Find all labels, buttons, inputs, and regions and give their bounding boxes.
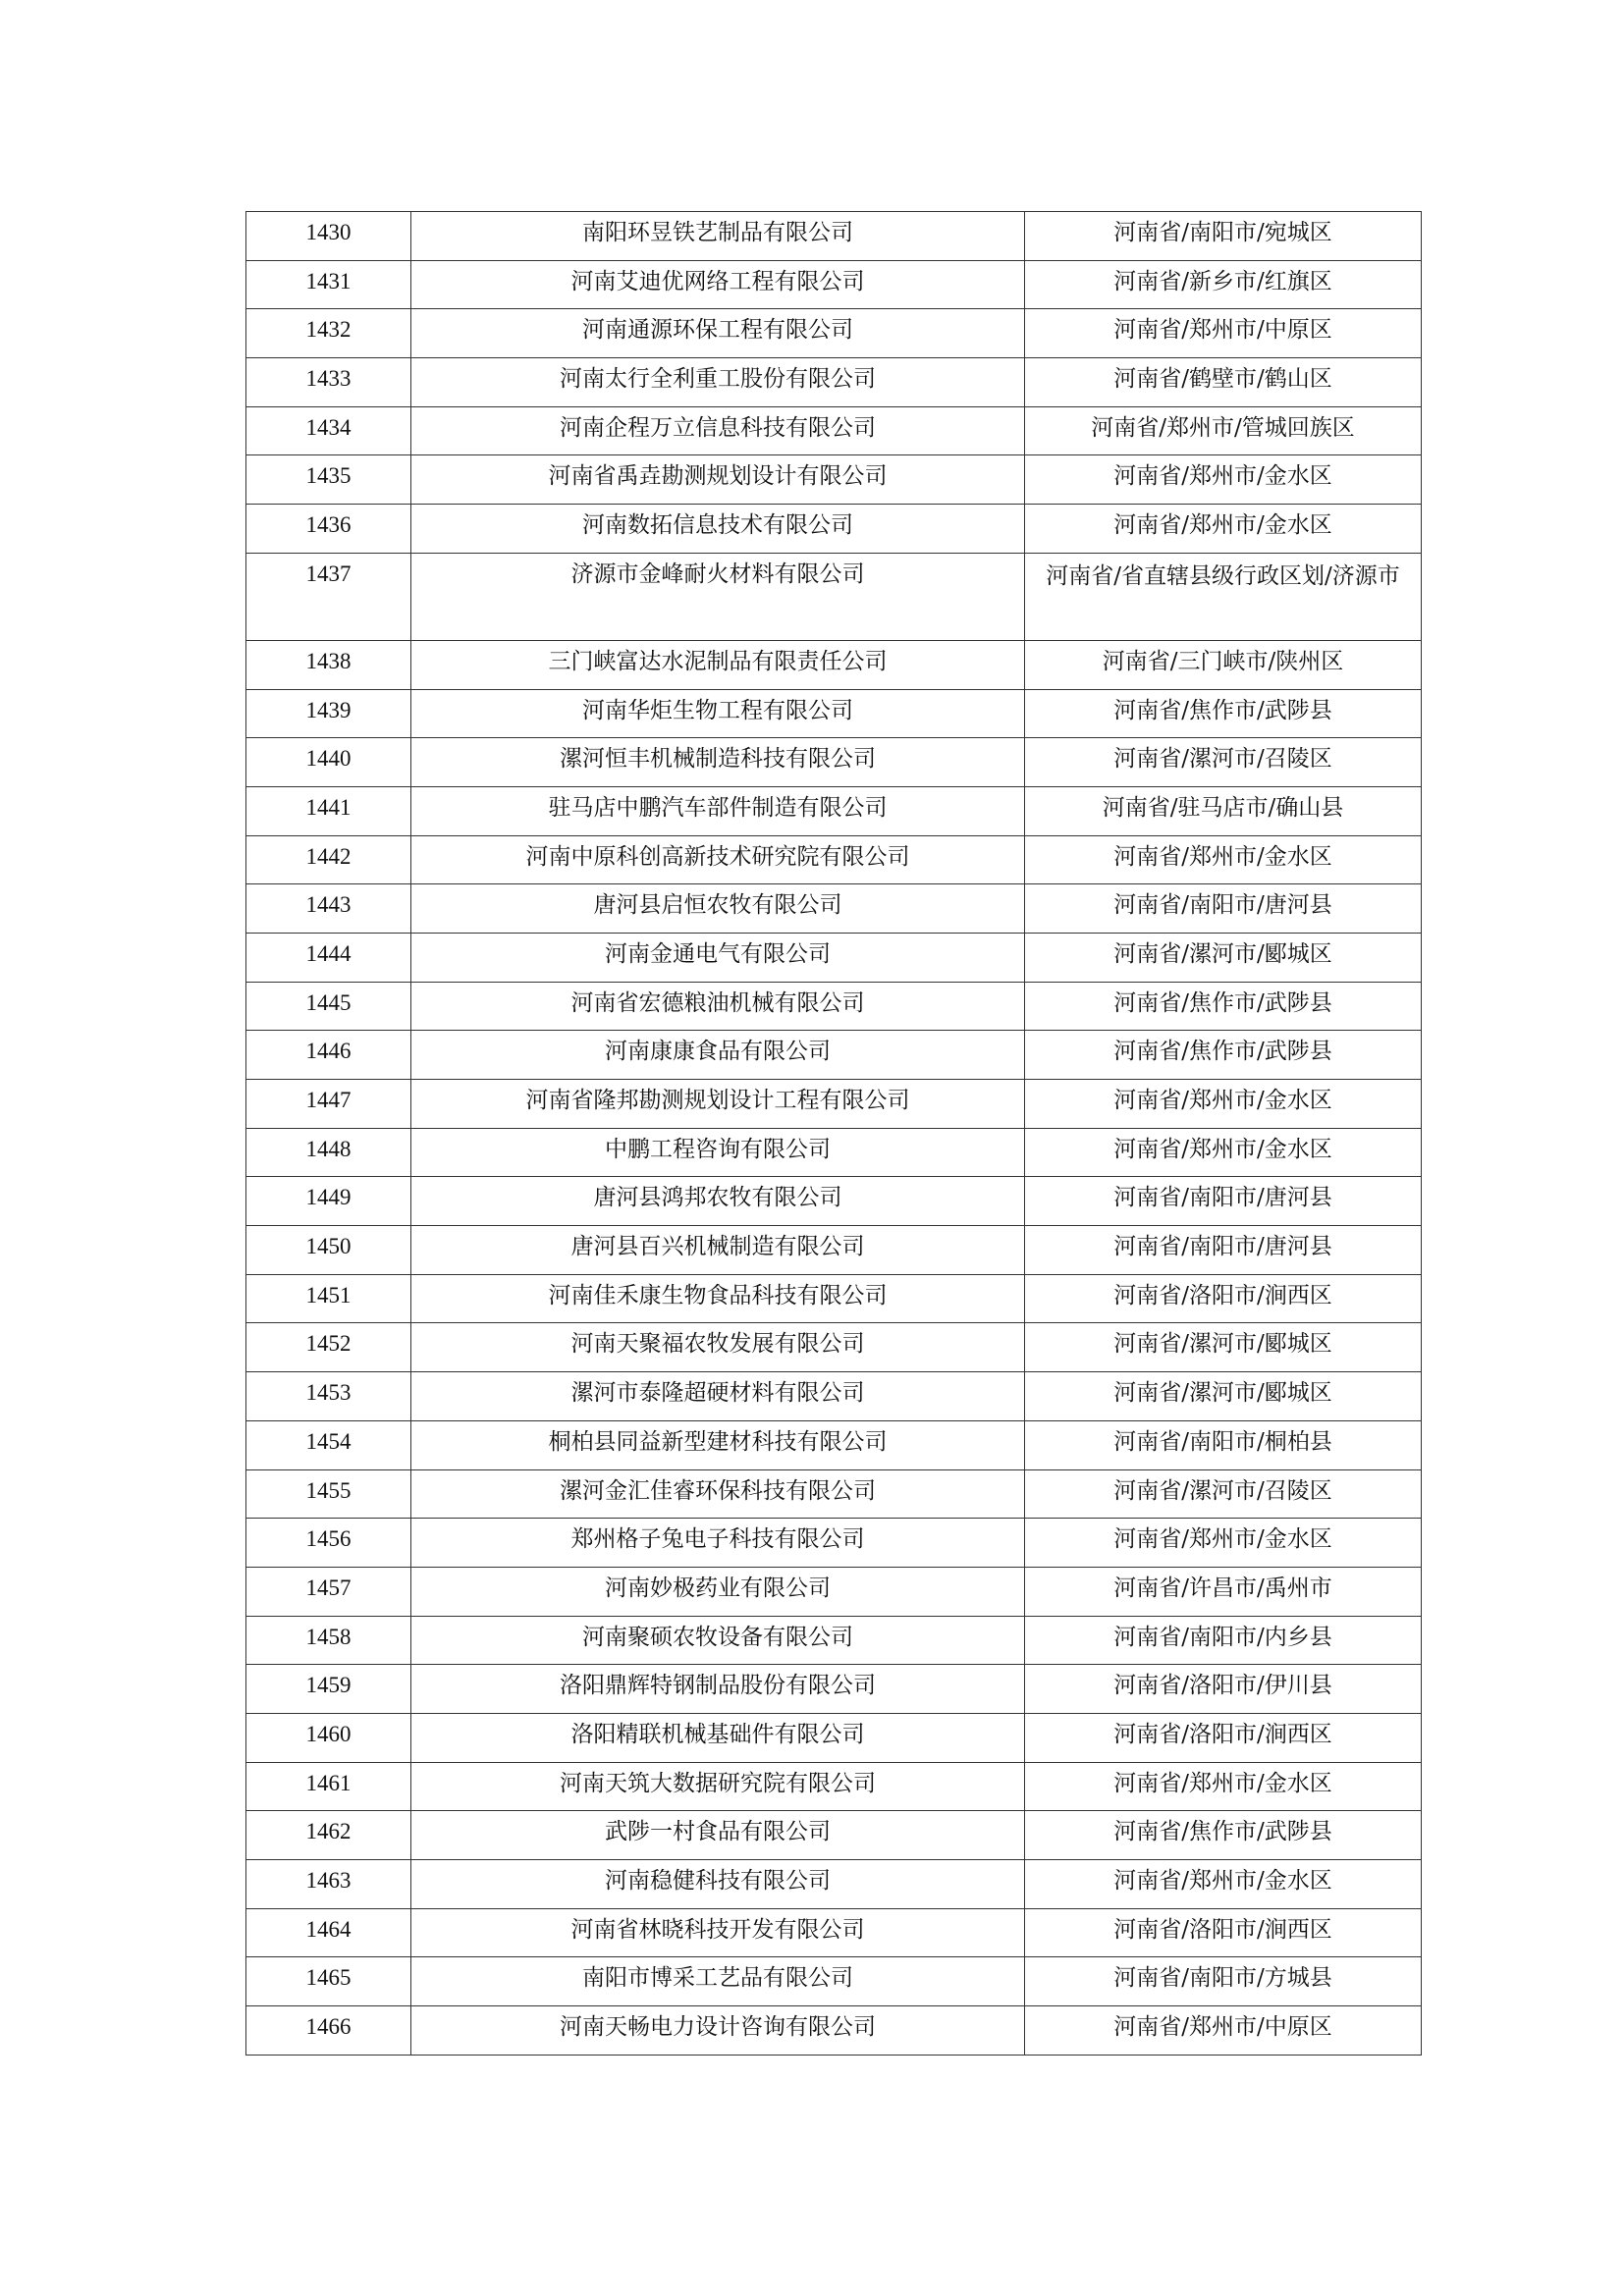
- row-number: 1442: [246, 835, 411, 884]
- company-region: 河南省/驻马店市/确山县: [1025, 786, 1422, 835]
- table-row: [246, 553, 1422, 640]
- company-name: 中鹏工程咨询有限公司: [411, 1128, 1025, 1177]
- table-row: [246, 1420, 1422, 1469]
- row-number: 1433: [246, 358, 411, 407]
- table-row: [246, 406, 1422, 455]
- row-number: 1432: [246, 309, 411, 358]
- company-name: 河南华炬生物工程有限公司: [411, 689, 1025, 738]
- row-number: 1430: [246, 212, 411, 261]
- table-row: [246, 640, 1422, 689]
- row-number: 1466: [246, 2006, 411, 2056]
- table-row: [246, 884, 1422, 934]
- company-name: 河南稳健科技有限公司: [411, 1860, 1025, 1909]
- row-number: 1454: [246, 1420, 411, 1469]
- company-region: 河南省/鹤壁市/鹤山区: [1025, 358, 1422, 407]
- row-number: 1460: [246, 1713, 411, 1762]
- row-number: 1465: [246, 1957, 411, 2006]
- company-region: 河南省/南阳市/宛城区: [1025, 212, 1422, 261]
- company-name: 南阳环昱铁艺制品有限公司: [411, 212, 1025, 261]
- company-name: 河南数拓信息技术有限公司: [411, 505, 1025, 554]
- company-region: 河南省/郑州市/金水区: [1025, 1128, 1422, 1177]
- company-name: 河南妙极药业有限公司: [411, 1567, 1025, 1616]
- table-row: [246, 1762, 1422, 1811]
- table-row: [246, 1323, 1422, 1372]
- company-name: 唐河县百兴机械制造有限公司: [411, 1226, 1025, 1275]
- company-region: 河南省/漯河市/郾城区: [1025, 933, 1422, 982]
- company-region: 河南省/漯河市/召陵区: [1025, 738, 1422, 787]
- company-name: 河南艾迪优网络工程有限公司: [411, 260, 1025, 309]
- table-row: [246, 689, 1422, 738]
- company-region: 河南省/郑州市/金水区: [1025, 1519, 1422, 1568]
- table-row: [246, 1616, 1422, 1665]
- company-region: 河南省/郑州市/中原区: [1025, 2006, 1422, 2056]
- table-row: [246, 933, 1422, 982]
- company-name: 三门峡富达水泥制品有限责任公司: [411, 640, 1025, 689]
- table-row: [246, 1226, 1422, 1275]
- company-name: 唐河县鸿邦农牧有限公司: [411, 1177, 1025, 1226]
- row-number: 1434: [246, 406, 411, 455]
- company-name: 河南金通电气有限公司: [411, 933, 1025, 982]
- row-number: 1458: [246, 1616, 411, 1665]
- company-name: 洛阳精联机械基础件有限公司: [411, 1713, 1025, 1762]
- row-number: 1438: [246, 640, 411, 689]
- company-region: 河南省/洛阳市/涧西区: [1025, 1908, 1422, 1957]
- company-name: 南阳市博采工艺品有限公司: [411, 1957, 1025, 2006]
- row-number: 1447: [246, 1080, 411, 1129]
- company-region: 河南省/南阳市/内乡县: [1025, 1616, 1422, 1665]
- company-name: 河南太行全利重工股份有限公司: [411, 358, 1025, 407]
- row-number: 1448: [246, 1128, 411, 1177]
- table-row: [246, 1519, 1422, 1568]
- company-region: 河南省/南阳市/方城县: [1025, 1957, 1422, 2006]
- company-region: 河南省/洛阳市/涧西区: [1025, 1274, 1422, 1323]
- table-row: [246, 982, 1422, 1031]
- row-number: 1440: [246, 738, 411, 787]
- company-region: 河南省/郑州市/金水区: [1025, 1080, 1422, 1129]
- company-table: [245, 211, 1422, 2056]
- row-number: 1437: [246, 553, 411, 640]
- table-row: [246, 1957, 1422, 2006]
- company-region: 河南省/郑州市/金水区: [1025, 505, 1422, 554]
- row-number: 1457: [246, 1567, 411, 1616]
- company-name: 河南省宏德粮油机械有限公司: [411, 982, 1025, 1031]
- table-row: [246, 1713, 1422, 1762]
- company-region: 河南省/郑州市/中原区: [1025, 309, 1422, 358]
- company-region: 河南省/郑州市/金水区: [1025, 1762, 1422, 1811]
- company-name: 驻马店中鹏汽车部件制造有限公司: [411, 786, 1025, 835]
- company-name: 济源市金峰耐火材料有限公司: [411, 553, 1025, 640]
- table-row: [246, 1177, 1422, 1226]
- row-number: 1443: [246, 884, 411, 934]
- company-name: 桐柏县同益新型建材科技有限公司: [411, 1420, 1025, 1469]
- company-name: 河南天聚福农牧发展有限公司: [411, 1323, 1025, 1372]
- company-region: 河南省/许昌市/禹州市: [1025, 1567, 1422, 1616]
- company-region: 河南省/南阳市/桐柏县: [1025, 1420, 1422, 1469]
- company-region: 河南省/漯河市/郾城区: [1025, 1323, 1422, 1372]
- table-row: [246, 505, 1422, 554]
- table-row: [246, 1811, 1422, 1860]
- company-region: 河南省/漯河市/召陵区: [1025, 1469, 1422, 1519]
- company-name: 河南天畅电力设计咨询有限公司: [411, 2006, 1025, 2056]
- table-row: [246, 212, 1422, 261]
- row-number: 1436: [246, 505, 411, 554]
- company-region: 河南省/郑州市/管城回族区: [1025, 406, 1422, 455]
- table-row: [246, 1031, 1422, 1080]
- table-row: [246, 786, 1422, 835]
- company-name: 河南天筑大数据研究院有限公司: [411, 1762, 1025, 1811]
- company-name: 漯河恒丰机械制造科技有限公司: [411, 738, 1025, 787]
- company-name: 郑州格子兔电子科技有限公司: [411, 1519, 1025, 1568]
- table-row: [246, 1567, 1422, 1616]
- row-number: 1459: [246, 1665, 411, 1714]
- row-number: 1441: [246, 786, 411, 835]
- company-region: 河南省/焦作市/武陟县: [1025, 1031, 1422, 1080]
- company-region: 河南省/郑州市/金水区: [1025, 1860, 1422, 1909]
- row-number: 1444: [246, 933, 411, 982]
- row-number: 1461: [246, 1762, 411, 1811]
- company-name: 洛阳鼎辉特钢制品股份有限公司: [411, 1665, 1025, 1714]
- row-number: 1464: [246, 1908, 411, 1957]
- row-number: 1463: [246, 1860, 411, 1909]
- company-region: 河南省/焦作市/武陟县: [1025, 1811, 1422, 1860]
- company-region: 河南省/洛阳市/涧西区: [1025, 1713, 1422, 1762]
- company-name: 唐河县启恒农牧有限公司: [411, 884, 1025, 934]
- company-region: 河南省/漯河市/郾城区: [1025, 1372, 1422, 1421]
- company-region: 河南省/南阳市/唐河县: [1025, 884, 1422, 934]
- company-region: 河南省/焦作市/武陟县: [1025, 982, 1422, 1031]
- row-number: 1455: [246, 1469, 411, 1519]
- table-row: [246, 1128, 1422, 1177]
- table-row: [246, 1372, 1422, 1421]
- row-number: 1451: [246, 1274, 411, 1323]
- row-number: 1446: [246, 1031, 411, 1080]
- company-region: 河南省/南阳市/唐河县: [1025, 1226, 1422, 1275]
- company-name: 漯河市泰隆超硬材料有限公司: [411, 1372, 1025, 1421]
- company-region: 河南省/新乡市/红旗区: [1025, 260, 1422, 309]
- company-name: 河南中原科创高新技术研究院有限公司: [411, 835, 1025, 884]
- table-row: [246, 1080, 1422, 1129]
- company-name: 河南聚硕农牧设备有限公司: [411, 1616, 1025, 1665]
- company-name: 河南佳禾康生物食品科技有限公司: [411, 1274, 1025, 1323]
- company-region: 河南省/郑州市/金水区: [1025, 455, 1422, 505]
- row-number: 1449: [246, 1177, 411, 1226]
- company-region: 河南省/省直辖县级行政区划/济源市: [1025, 553, 1422, 640]
- table-row: [246, 1860, 1422, 1909]
- row-number: 1462: [246, 1811, 411, 1860]
- row-number: 1452: [246, 1323, 411, 1372]
- table-row: [246, 738, 1422, 787]
- company-name: 河南通源环保工程有限公司: [411, 309, 1025, 358]
- company-name: 武陟一村食品有限公司: [411, 1811, 1025, 1860]
- company-name: 河南省禹垚勘测规划设计有限公司: [411, 455, 1025, 505]
- company-region: 河南省/三门峡市/陕州区: [1025, 640, 1422, 689]
- row-number: 1456: [246, 1519, 411, 1568]
- company-region: 河南省/南阳市/唐河县: [1025, 1177, 1422, 1226]
- company-table-body: [246, 212, 1422, 2056]
- row-number: 1439: [246, 689, 411, 738]
- table-row: [246, 1908, 1422, 1957]
- row-number: 1453: [246, 1372, 411, 1421]
- company-region: 河南省/焦作市/武陟县: [1025, 689, 1422, 738]
- table-row: [246, 455, 1422, 505]
- company-region: 河南省/郑州市/金水区: [1025, 835, 1422, 884]
- table-row: [246, 835, 1422, 884]
- table-row: [246, 260, 1422, 309]
- table-row: [246, 358, 1422, 407]
- table-row: [246, 2006, 1422, 2056]
- table-row: [246, 1665, 1422, 1714]
- company-region: 河南省/洛阳市/伊川县: [1025, 1665, 1422, 1714]
- table-row: [246, 309, 1422, 358]
- row-number: 1450: [246, 1226, 411, 1275]
- row-number: 1435: [246, 455, 411, 505]
- table-row: [246, 1469, 1422, 1519]
- company-name: 漯河金汇佳睿环保科技有限公司: [411, 1469, 1025, 1519]
- company-name: 河南康康食品有限公司: [411, 1031, 1025, 1080]
- company-name: 河南省林晓科技开发有限公司: [411, 1908, 1025, 1957]
- table-row: [246, 1274, 1422, 1323]
- company-name: 河南企程万立信息科技有限公司: [411, 406, 1025, 455]
- row-number: 1445: [246, 982, 411, 1031]
- company-name: 河南省隆邦勘测规划设计工程有限公司: [411, 1080, 1025, 1129]
- row-number: 1431: [246, 260, 411, 309]
